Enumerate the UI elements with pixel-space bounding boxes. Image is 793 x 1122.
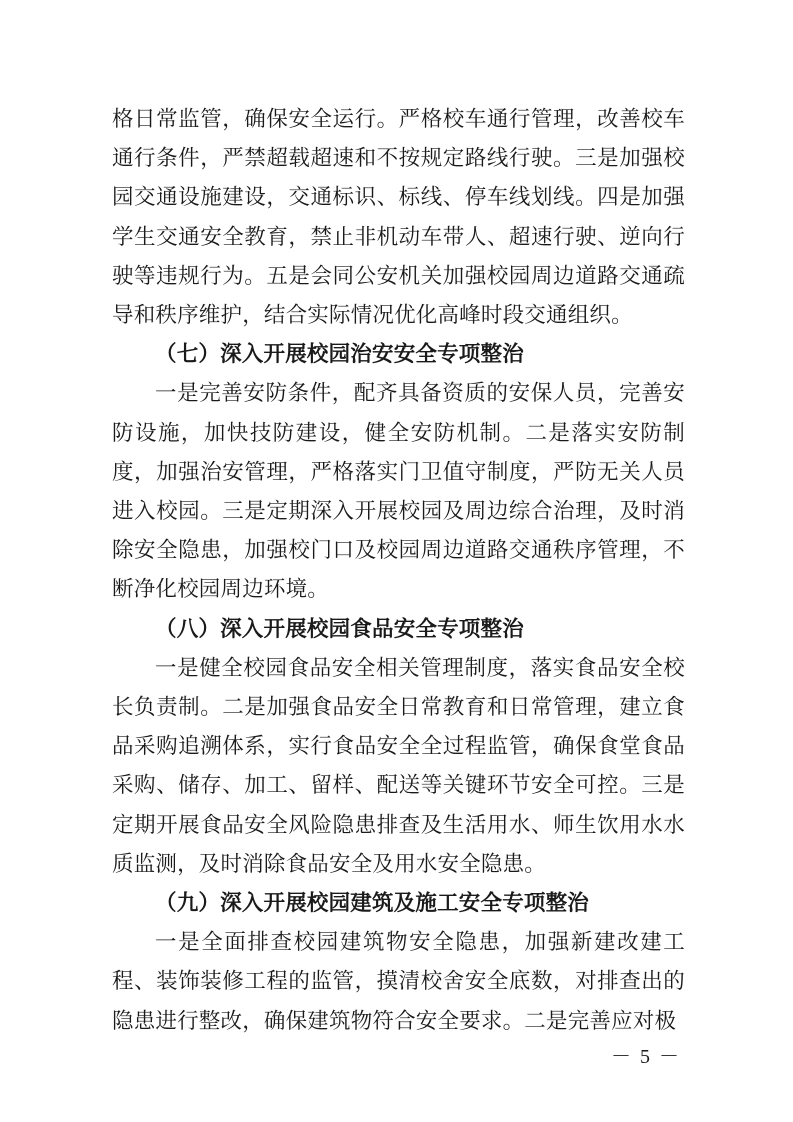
paragraph-food-safety: 一是健全校园食品安全相关管理制度，落实食品安全校长负责制。二是加强食品安全日常教育和日常管理，建立食品采购追溯体系，实行食品安全全过程监管，确保食堂食品采购、储存、加工、留样、配送等关键环节安全可控。三是定期开展食品安全风险隐患排查及生活用水、师生饮用水水质监测，及时消除食品安全及用水安全隐患。 bbox=[112, 655, 685, 877]
page-number: － 5 － bbox=[611, 1046, 681, 1068]
section-heading-construction-safety: （九）深入开展校园建筑及施工安全专项整治 bbox=[155, 891, 590, 917]
paragraph-school-bus-traffic: 格日常监管，确保安全运行。严格校车通行管理，改善校车通行条件，严禁超载超速和不按规定路线行驶。三是加强校园交通设施建设，交通标识、标线、停车线划线。四是加强学生交通安全教育，禁止非机动车带人、超速行驶、逆向行驶等违规行为。五是会同公安机关加强校园周边道路交通疏导和秩序维护，结合实际情况优化高峰时段交通组织。 bbox=[112, 107, 685, 329]
paragraph-public-security: 一是完善安防条件，配齐具备资质的安保人员，完善安防设施，加快技防建设，健全安防机制。二是落实安防制度，加强治安管理，严格落实门卫值守制度，严防无关人员进入校园。三是定期深入开展校园及周边综合治理，及时消除安全隐患，加强校门口及校园周边道路交通秩序管理，不断净化校园周边环境。 bbox=[112, 381, 685, 603]
section-heading-public-security: （七）深入开展校园治安安全专项整治 bbox=[155, 342, 524, 368]
paragraph-construction-safety: 一是全面排查校园建筑物安全隐患，加强新建改建工程、装饰装修工程的监管，摸清校舍安全底数，对排查出的隐患进行整改，确保建筑物符合安全要求。二是完善应对极 bbox=[112, 930, 685, 1034]
section-heading-food-safety: （八）深入开展校园食品安全专项整治 bbox=[155, 616, 524, 642]
document-body bbox=[112, 100, 685, 1041]
